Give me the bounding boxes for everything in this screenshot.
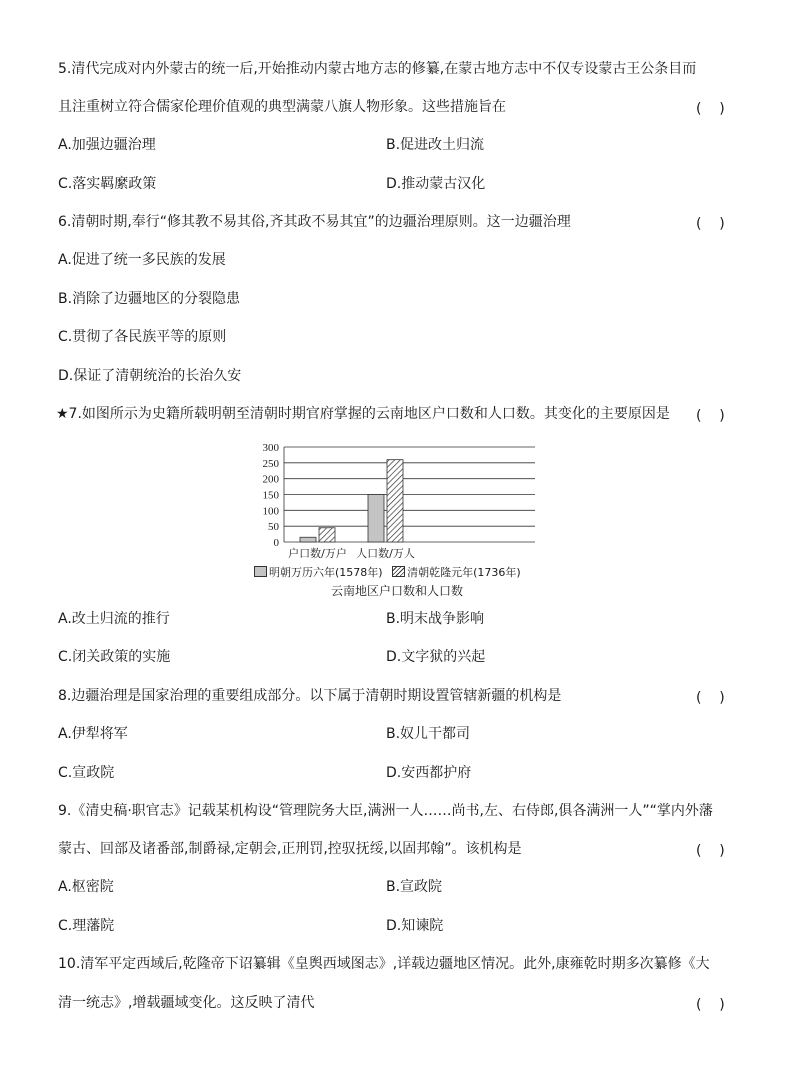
- q9-option-c: C.理藩院: [58, 918, 115, 934]
- q6-answer-paren: ( ): [696, 216, 725, 232]
- bar-ming-households: [300, 537, 316, 542]
- bar-qing-households: [319, 528, 335, 542]
- q6-option-a: A.促进了统一多民族的发展: [58, 252, 226, 268]
- q5-stem-line-2: 且注重树立符合儒家伦理价值观的典型满蒙八旗人物形象。这些措施旨在: [58, 99, 506, 115]
- legend-label-ming: 明朝万历六年(1578年): [269, 566, 383, 579]
- q10-answer-paren: ( ): [696, 997, 725, 1013]
- y-tick-label: 200: [262, 473, 279, 486]
- q8-option-a: A.伊犁将军: [58, 726, 128, 742]
- q9-stem-line-2: 蒙古、回部及诸番部,制爵禄,定朝会,正刑罚,控驭抚绥,以固邦翰”。该机构是: [58, 841, 522, 857]
- q10-stem-line-2: 清一统志》,增载疆域变化。这反映了清代: [58, 995, 315, 1011]
- q5-answer-paren: ( ): [696, 101, 725, 117]
- q9-stem-line-1: 9.《清史稿·职官志》记载某机构设“管理院务大臣,满洲一人……尚书,左、右侍郎,俱各满洲一人”“掌内外藩: [58, 803, 713, 819]
- q6-stem-line-1: 6.清朝时期,奉行“修其教不易其俗,齐其政不易其宜”的边疆治理原则。这一边疆治理: [58, 214, 571, 230]
- q9-option-a: A.枢密院: [58, 879, 114, 895]
- chart-title: 云南地区户口数和人口数: [330, 584, 463, 598]
- q8-stem-line-1: 8.边疆治理是国家治理的重要组成部分。以下属于清朝时期设置管辖新疆的机构是: [58, 688, 562, 704]
- q7-answer-paren: ( ): [696, 408, 725, 424]
- y-tick-label: 0: [273, 537, 279, 549]
- q5-option-b: B.促进改土归流: [386, 137, 485, 153]
- bar-ming-population: [368, 495, 384, 543]
- y-tick-label: 150: [262, 489, 279, 502]
- q6-option-c: C.贯彻了各民族平等的原则: [58, 329, 227, 345]
- bar-qing-population: [387, 460, 403, 542]
- q9-answer-paren: ( ): [696, 843, 725, 859]
- q5-option-a: A.加强边疆治理: [58, 137, 156, 153]
- q6-option-b: B.消除了边疆地区的分裂隐患: [58, 291, 241, 307]
- chart-legend: [254, 565, 521, 581]
- q7-option-c: C.闭关政策的实施: [58, 649, 171, 665]
- legend-swatch-ming: [254, 566, 267, 577]
- q5-option-c: C.落实羁縻政策: [58, 176, 157, 192]
- q8-option-b: B.奴儿干都司: [386, 726, 471, 742]
- q7-option-a: A.改土归流的推行: [58, 611, 170, 627]
- q8-option-d: D.安西都护府: [386, 765, 472, 781]
- q5-stem-line-1: 5.清代完成对内外蒙古的统一后,开始推动内蒙古地方志的修纂,在蒙古地方志中不仅专设蒙古王公条目而: [58, 61, 697, 77]
- x-category-label: 人口数/万人: [356, 547, 415, 560]
- q9-option-b: B.宣政院: [386, 879, 443, 895]
- q7-option-d: D.文字狱的兴起: [386, 649, 486, 665]
- y-tick-label: 250: [262, 457, 279, 470]
- x-category-label: 户口数/万户: [288, 547, 347, 560]
- q7-option-b: B.明末战争影响: [386, 611, 485, 627]
- q8-answer-paren: ( ): [696, 690, 725, 706]
- q5-option-d: D.推动蒙古汉化: [386, 176, 486, 192]
- y-tick-label: 50: [268, 521, 279, 534]
- legend-label-qing: 清朝乾隆元年(1736年): [407, 566, 521, 579]
- q10-stem-line-1: 10.清军平定西域后,乾隆帝下诏纂辑《皇舆西域图志》,详载边疆地区情况。此外,康雍乾时期多次纂修《大: [58, 956, 710, 972]
- q9-option-d: D.知谏院: [386, 918, 444, 934]
- q7-stem-line-1: ★7.如图所示为史籍所载明朝至清朝时期官府掌握的云南地区户口数和人口数。其变化的主要原因是: [56, 406, 670, 422]
- y-tick-label: 300: [262, 442, 279, 454]
- legend-swatch-qing: [392, 566, 405, 577]
- q8-option-c: C.宣政院: [58, 765, 115, 781]
- q6-option-d: D.保证了清朝统治的长治久安: [58, 368, 242, 384]
- population-bar-chart: [250, 440, 550, 562]
- y-tick-label: 100: [262, 505, 279, 518]
